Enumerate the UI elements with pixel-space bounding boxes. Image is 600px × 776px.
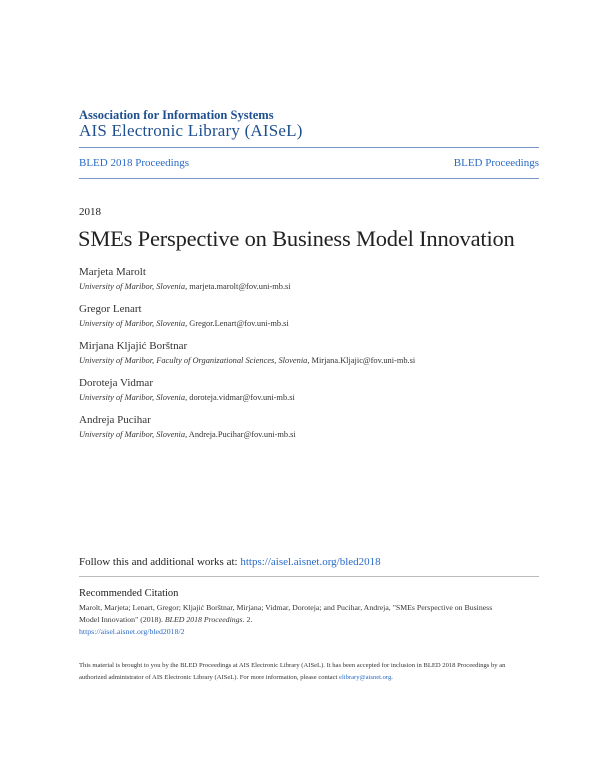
author-affiliation: [79, 356, 415, 365]
proceedings-link[interactable]: BLED 2018 Proceedings: [79, 157, 189, 169]
series-link[interactable]: BLED Proceedings: [453, 157, 539, 169]
author-affiliation: [79, 319, 289, 328]
affiliation-text: University of Maribor, Slovenia: [79, 393, 186, 402]
contact-email-link[interactable]: elibrary@aisnet.org: [339, 674, 392, 681]
affiliation-text: University of Maribor, Faculty of Organizational Sciences, Slovenia: [79, 356, 308, 365]
author-block: [79, 266, 291, 291]
author-email: , doroteja.vidmar@fov.uni-mb.si: [185, 393, 295, 402]
author-email: , Gregor.Lenart@fov.uni-mb.si: [185, 319, 289, 328]
author-block: [79, 377, 295, 402]
header-divider-top: [79, 147, 539, 148]
author-name: Gregor Lenart: [79, 303, 142, 315]
organization-name: Association for Information Systems: [79, 108, 274, 122]
author-affiliation: [79, 282, 291, 291]
author-block: [79, 340, 415, 365]
author-email: , marjeta.marolt@fov.uni-mb.si: [185, 282, 291, 291]
paper-title: SMEs Perspective on Business Model Innovation: [78, 226, 515, 251]
author-affiliation: [79, 393, 295, 402]
author-affiliation: [79, 430, 296, 439]
follow-line: [79, 556, 381, 568]
author-name: Mirjana Kljajić Borštnar: [79, 340, 188, 352]
library-name[interactable]: AIS Electronic Library (AISeL): [79, 121, 303, 140]
footer-end: .: [391, 674, 393, 681]
citation-heading: Recommended Citation: [79, 588, 179, 599]
citation-divider: [79, 576, 539, 577]
author-name: Andreja Pucihar: [79, 414, 151, 426]
author-email: , Andreja.Pucihar@fov.uni-mb.si: [185, 430, 296, 439]
citation-link[interactable]: https://aisel.aisnet.org/bled2018/2: [79, 627, 185, 636]
follow-text: Follow this and additional works at:: [79, 556, 241, 568]
affiliation-text: University of Maribor, Slovenia: [79, 282, 186, 291]
footer-notice: [79, 660, 519, 684]
author-block: [79, 303, 289, 328]
publication-year: 2018: [79, 206, 101, 218]
collection-link[interactable]: https://aisel.aisnet.org/bled2018: [240, 556, 381, 568]
footer-text: This material is brought to you by the BLED Proceedings at AIS Electronic Library (AISeL). It has been accepted for inclusion in BLED 2018 Proceedings by an authorized administrator of AIS Electronic Library (AISeL). For more information, please contact: [79, 662, 506, 681]
affiliation-text: University of Maribor, Slovenia: [79, 319, 186, 328]
header-divider-bottom: [79, 178, 539, 179]
author-name: Marjeta Marolt: [79, 266, 146, 278]
author-email: , Mirjana.Kljajic@fov.uni-mb.si: [307, 356, 416, 365]
author-block: [79, 414, 296, 439]
citation-text: [79, 602, 509, 638]
author-name: Doroteja Vidmar: [79, 377, 153, 389]
citation-main: Marolt, Marjeta; Lenart, Gregor; Kljajić Borštnar, Mirjana; Vidmar, Doroteja; and Pucihar, Andreja, "SMEs Perspective on Business Model Innovation" (2018).: [79, 603, 493, 624]
citation-end: . 2.: [242, 615, 253, 624]
citation-venue: BLED 2018 Proceedings: [164, 615, 243, 624]
affiliation-text: University of Maribor, Slovenia: [79, 430, 186, 439]
